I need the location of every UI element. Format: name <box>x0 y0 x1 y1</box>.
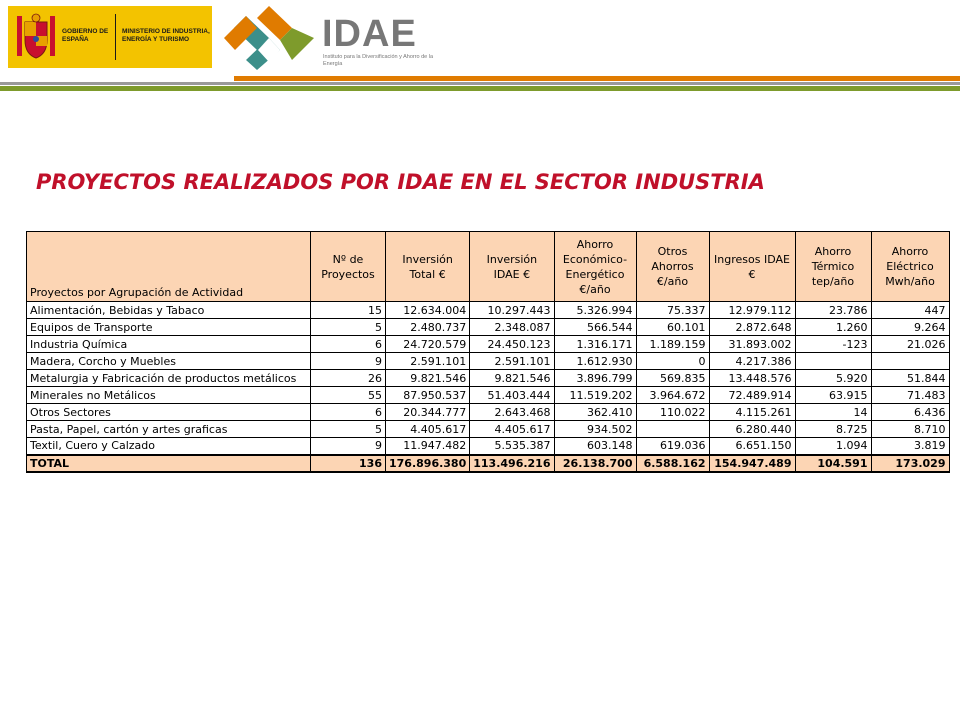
table-cell <box>636 421 709 438</box>
table-cell: 15 <box>311 302 386 319</box>
total-label: TOTAL <box>27 455 311 472</box>
table-row <box>27 353 950 370</box>
table-cell: 5.326.994 <box>554 302 636 319</box>
table-cell: 87.950.537 <box>386 387 470 404</box>
table-cell: 2.480.737 <box>386 319 470 336</box>
header-electric-savings: Ahorro Eléctrico Mwh/año <box>871 232 949 302</box>
table-cell: 51.403.444 <box>470 387 554 404</box>
activity-name-cell: Equipos de Transporte <box>27 319 311 336</box>
table-cell: 2.348.087 <box>470 319 554 336</box>
table-cell: 11.947.482 <box>386 438 470 455</box>
activity-name-cell: Alimentación, Bebidas y Tabaco <box>27 302 311 319</box>
table-cell: 603.148 <box>554 438 636 455</box>
table-cell: 447 <box>871 302 949 319</box>
ministry-label: MINISTERIO DE INDUSTRIA, ENERGÍA Y TURISMO <box>122 28 210 43</box>
table-cell: 12.979.112 <box>709 302 795 319</box>
table-cell: 20.344.777 <box>386 404 470 421</box>
header-energy-savings: Ahorro Económico-Energético €/año <box>554 232 636 302</box>
table-cell: 9.264 <box>871 319 949 336</box>
header <box>0 0 960 92</box>
table-cell: 55 <box>311 387 386 404</box>
total-cell: 104.591 <box>795 455 871 472</box>
table-cell: 1.316.171 <box>554 336 636 353</box>
header-total-investment: Inversión Total € <box>386 232 470 302</box>
table-cell: 4.405.617 <box>470 421 554 438</box>
table-cell: 23.786 <box>795 302 871 319</box>
table-cell: 3.819 <box>871 438 949 455</box>
orange-stripe <box>234 76 960 81</box>
table-cell: 3.964.672 <box>636 387 709 404</box>
table-cell: 9 <box>311 438 386 455</box>
table-cell: 110.022 <box>636 404 709 421</box>
table-cell: 26 <box>311 370 386 387</box>
table-cell: 566.544 <box>554 319 636 336</box>
table-cell: 6.280.440 <box>709 421 795 438</box>
table-cell: -123 <box>795 336 871 353</box>
activity-name-cell: Industria Química <box>27 336 311 353</box>
header-thermal-savings: Ahorro Térmico tep/año <box>795 232 871 302</box>
projects-table <box>26 231 950 473</box>
table-cell: 21.026 <box>871 336 949 353</box>
table-cell: 5 <box>311 421 386 438</box>
table-row <box>27 421 950 438</box>
table-cell: 11.519.202 <box>554 387 636 404</box>
government-logo <box>8 6 212 68</box>
table-cell: 12.634.004 <box>386 302 470 319</box>
table-cell: 10.297.443 <box>470 302 554 319</box>
gray-stripe <box>0 82 960 85</box>
green-stripe <box>0 86 960 91</box>
activity-name-cell: Metalurgia y Fabricación de productos metálicos <box>27 370 311 387</box>
table-row <box>27 438 950 455</box>
header-activity: Proyectos por Agrupación de Actividad <box>27 232 311 302</box>
government-label: GOBIERNO DE ESPAÑA <box>62 28 109 43</box>
header-other-savings: Otros Ahorros €/año <box>636 232 709 302</box>
table-cell: 6.436 <box>871 404 949 421</box>
activity-name-cell: Otros Sectores <box>27 404 311 421</box>
table-cell: 9.821.546 <box>386 370 470 387</box>
table-cell: 4.115.261 <box>709 404 795 421</box>
table-cell: 14 <box>795 404 871 421</box>
table-cell: 60.101 <box>636 319 709 336</box>
activity-name-cell: Pasta, Papel, cartón y artes graficas <box>27 421 311 438</box>
table-row <box>27 404 950 421</box>
activity-name-cell: Madera, Corcho y Muebles <box>27 353 311 370</box>
table-row <box>27 370 950 387</box>
total-cell: 136 <box>311 455 386 472</box>
total-cell: 26.138.700 <box>554 455 636 472</box>
table-cell <box>795 353 871 370</box>
table-row <box>27 302 950 319</box>
header-idae-investment: Inversión IDAE € <box>470 232 554 302</box>
table-cell: 619.036 <box>636 438 709 455</box>
idae-subtitle: Instituto para la Diversificación y Ahorro de la Energía <box>323 54 434 67</box>
header-idae-income: Ingresos IDAE € <box>709 232 795 302</box>
table-cell: 72.489.914 <box>709 387 795 404</box>
table-cell: 31.893.002 <box>709 336 795 353</box>
total-cell: 113.496.216 <box>470 455 554 472</box>
table-cell: 5.920 <box>795 370 871 387</box>
idae-wordmark: IDAE <box>322 13 417 55</box>
table-cell: 4.405.617 <box>386 421 470 438</box>
table-row <box>27 387 950 404</box>
table-cell: 6 <box>311 336 386 353</box>
table-cell: 1.189.159 <box>636 336 709 353</box>
table-body <box>27 302 950 455</box>
table-cell: 5.535.387 <box>470 438 554 455</box>
table-total-row <box>27 455 950 472</box>
header-num-projects: Nº de Proyectos <box>311 232 386 302</box>
table-cell: 71.483 <box>871 387 949 404</box>
table-cell: 6.651.150 <box>709 438 795 455</box>
total-cell: 6.588.162 <box>636 455 709 472</box>
table-cell: 5 <box>311 319 386 336</box>
table-cell: 13.448.576 <box>709 370 795 387</box>
activity-name-cell: Textil, Cuero y Calzado <box>27 438 311 455</box>
idae-logo-icon <box>222 4 316 72</box>
total-cell: 154.947.489 <box>709 455 795 472</box>
activity-name-cell: Minerales no Metálicos <box>27 387 311 404</box>
table-cell: 2.591.101 <box>470 353 554 370</box>
table-cell: 1.612.930 <box>554 353 636 370</box>
table-cell: 362.410 <box>554 404 636 421</box>
total-cell: 176.896.380 <box>386 455 470 472</box>
table-cell: 2.643.468 <box>470 404 554 421</box>
table-cell: 24.720.579 <box>386 336 470 353</box>
logo-divider <box>115 14 116 60</box>
table-cell: 6 <box>311 404 386 421</box>
table-cell: 569.835 <box>636 370 709 387</box>
table-cell: 2.591.101 <box>386 353 470 370</box>
table-cell: 8.710 <box>871 421 949 438</box>
table-cell: 1.094 <box>795 438 871 455</box>
page-title: PROYECTOS REALIZADOS POR IDAE EN EL SECTOR INDUSTRIA <box>36 170 765 194</box>
total-cell: 173.029 <box>871 455 949 472</box>
table-row <box>27 319 950 336</box>
table-cell <box>871 353 949 370</box>
table-header-row <box>27 232 950 302</box>
table-row <box>27 336 950 353</box>
table-cell: 934.502 <box>554 421 636 438</box>
table-cell: 1.260 <box>795 319 871 336</box>
table-cell: 0 <box>636 353 709 370</box>
table-cell: 63.915 <box>795 387 871 404</box>
table-cell: 3.896.799 <box>554 370 636 387</box>
table-cell: 2.872.648 <box>709 319 795 336</box>
table-cell: 4.217.386 <box>709 353 795 370</box>
table-cell: 9.821.546 <box>470 370 554 387</box>
table-cell: 75.337 <box>636 302 709 319</box>
table-cell: 24.450.123 <box>470 336 554 353</box>
table-cell: 9 <box>311 353 386 370</box>
table-cell: 8.725 <box>795 421 871 438</box>
coat-of-arms-icon <box>14 12 58 64</box>
table-cell: 51.844 <box>871 370 949 387</box>
